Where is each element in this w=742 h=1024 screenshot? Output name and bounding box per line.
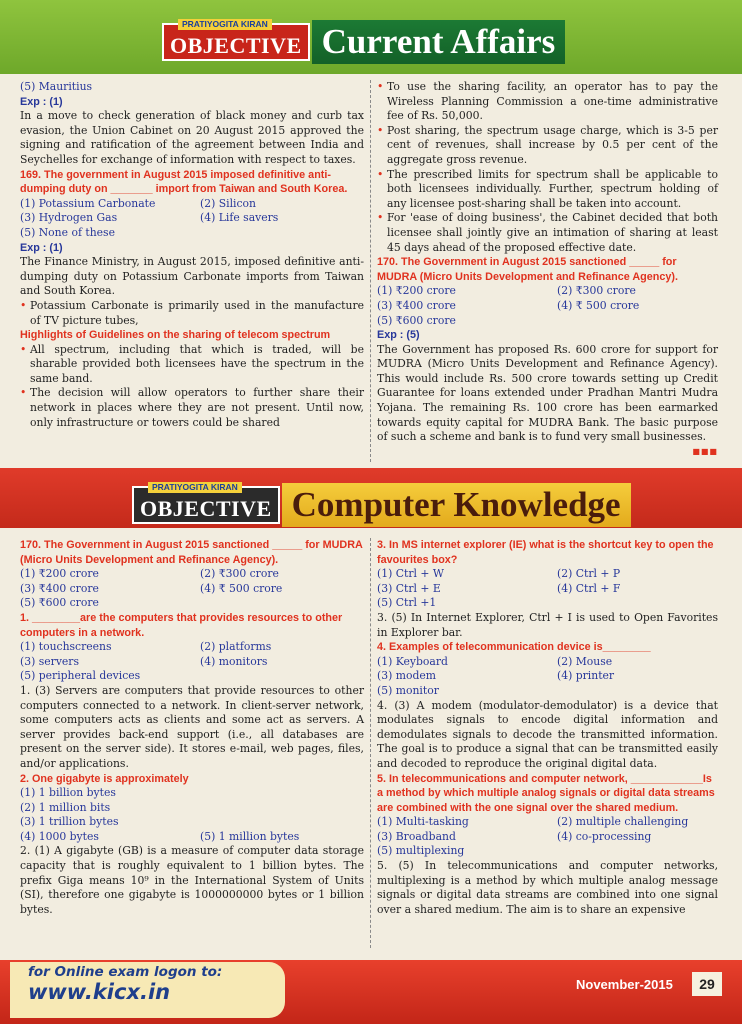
question-4: 4. Examples of telecommunication device is________: [377, 641, 651, 654]
pratiyogita-kiran-tag: PRATIYOGITA KIRAN: [178, 19, 272, 30]
answer-5: 5. (5) In telecommunications and computer networks, multiplexing is a method by which multiple analog message signals or digital data streams are combined into one signal over a shared medium. The aim is to share an expensive: [377, 859, 718, 916]
section-title: Computer Knowledge: [282, 483, 631, 527]
bullet-item: • For 'ease of doing business', the Cabinet decided that both licensee shall jointly give an intimation of sharing at least 45 days ahead of the proposed effective date.: [377, 211, 718, 255]
option: (3) Broadband: [377, 829, 456, 843]
explanation-text: The Finance Ministry, in August 2015, imposed definitive anti-dumping duty on Potassium Carbonate imports from Taiwan and South Korea.: [20, 255, 364, 298]
bullet-list: [20, 343, 364, 431]
page-number: 29: [692, 972, 722, 996]
pratiyogita-kiran-tag: PRATIYOGITA KIRAN: [148, 482, 242, 493]
option: (4) co-processing: [557, 829, 652, 843]
explanation-text: In a move to check generation of black money and curb tax evasion, the Union Cabinet on 20 August 2015 approved the signing and ratification of the agreement between India and Seychelles for exchange of information with respect to taxes.: [20, 109, 364, 166]
explanation-label: Exp : (1): [20, 95, 63, 108]
computer-knowledge-left-column: [20, 538, 364, 917]
bullet-item: • Potassium Carbonate is primarily used in the manufacture of TV picture tubes,: [20, 299, 364, 328]
options-row: [20, 830, 364, 845]
computer-knowledge-right-column: [377, 538, 718, 917]
option: (1) Keyboard: [377, 654, 448, 668]
option: (1) ₹200 crore: [20, 567, 99, 581]
objective-label: PRATIYOGITA KIRAN OBJECTIVE: [162, 23, 310, 61]
options-1: [20, 640, 364, 684]
current-affairs-right-column: [377, 80, 718, 459]
end-mark: ■■■: [692, 446, 718, 456]
option: (3) 1 trillion bytes: [20, 815, 119, 829]
highlights-heading: Highlights of Guidelines on the sharing of telecom spectrum: [20, 329, 331, 342]
answer-1: 1. (3) Servers are computers that provide resources to other computers connected to a network. In client-server network, some computers acts as clients and some act as servers. A server provides back-end support (i.e., all databases are present on the server side). It stores e-mail, web pages, files, and/or applications.: [20, 683, 364, 770]
option: (2) ₹300 crore: [557, 284, 636, 298]
option: (5) ₹600 crore: [377, 313, 456, 327]
option: (2) ₹300 crore: [200, 567, 279, 581]
option: (4) ₹ 500 crore: [200, 581, 283, 595]
option: (5) multiplexing: [377, 844, 465, 858]
options-4: [377, 655, 718, 699]
option: (5) 1 million bytes: [200, 829, 300, 843]
option: (3) ₹400 crore: [377, 298, 456, 312]
bullet-item: • All spectrum, including that which is traded, will be sharable provided both licensees have the spectrum in the same band.: [20, 343, 364, 387]
option: (2) Ctrl + P: [557, 567, 621, 581]
option: (5) ₹600 crore: [20, 596, 99, 610]
section-title: Current Affairs: [312, 20, 566, 64]
current-affairs-left-column: [20, 80, 364, 430]
online-exam-ad: [10, 962, 285, 1018]
option: (4) 1000 bytes: [20, 829, 99, 843]
option: (2) 1 million bits: [20, 800, 111, 814]
column-divider: [370, 80, 371, 462]
bullet-item: • The decision will allow operators to further share their network in places where they are not present. Until now, only infrastructure or towers could be shared: [20, 386, 364, 430]
option: (5) monitor: [377, 683, 439, 697]
option: (3) servers: [20, 654, 80, 668]
option: (5) None of these: [20, 225, 115, 239]
option: (1) Ctrl + W: [377, 567, 444, 581]
explanation-label: Exp : (1): [20, 241, 63, 254]
option: (3) modem: [377, 669, 437, 683]
option: (2) Mouse: [557, 654, 613, 668]
options-3: [377, 567, 718, 611]
option: (2) multiple challenging: [557, 815, 689, 829]
computer-knowledge-header: [132, 483, 631, 527]
issue-date: November-2015: [576, 977, 673, 992]
options-5: [377, 815, 718, 859]
answer-3: 3. (5) In Internet Explorer, Ctrl + I is used to Open Favorites in Explorer bar.: [377, 610, 718, 639]
bullet-list: [377, 80, 718, 255]
option: (1) ₹200 crore: [377, 284, 456, 298]
option: (3) Ctrl + E: [377, 581, 441, 595]
bullet-list: [20, 299, 364, 328]
options-170: [377, 284, 718, 328]
options-170: [20, 567, 364, 611]
explanation-label: Exp : (5): [377, 329, 420, 342]
option: (5) peripheral devices: [20, 669, 141, 683]
explanation-text: The Government has proposed Rs. 600 crore for support for MUDRA (Micro Units Development and Refinance Agency). This would include Rs. 500 crore towards setting up Credit Guarantee for loans extended under Pradhan Mantri Mudra Yojana. The remaining Rs. 100 crore has been earmarked towards equity capital for MUDRA Bank. The basic purpose of such a scheme and bank is to fund very small businesses.: [377, 342, 718, 444]
objective-label: PRATIYOGITA KIRAN OBJECTIVE: [132, 486, 280, 524]
option: (3) Hydrogen Gas: [20, 211, 118, 225]
website-link[interactable]: www.kicx.in: [28, 980, 171, 1004]
option: (4) Life savers: [200, 211, 279, 225]
option: (1) 1 billion bytes: [20, 786, 116, 800]
question-170: 170. The Government in August 2015 sanctioned _____ for MUDRA (Micro Units Development and Refinance Agency).: [377, 256, 678, 283]
question-1: 1. ________are the computers that provides resources to other computers in a network.: [20, 611, 343, 639]
bullet-item: • Post sharing, the spectrum usage charge, which is 3-5 per cent of revenues, shall increase by 0.5 per cent of the aggregate gross revenue.: [377, 124, 718, 168]
option: (4) ₹ 500 crore: [557, 298, 640, 312]
option: (3) ₹400 crore: [20, 581, 99, 595]
question-2: 2. One gigabyte is approximately: [20, 772, 189, 785]
question-3: 3. In MS internet explorer (IE) what is the shortcut key to open the favourites box?: [377, 539, 714, 566]
question-169: 169. The government in August 2015 imposed definitive anti-dumping duty on _______ import from Taiwan and South Korea.: [20, 168, 348, 196]
option: (4) monitors: [200, 654, 268, 668]
option: (4) Ctrl + F: [557, 581, 621, 595]
answer-4: 4. (3) A modem (modulator-demodulator) is a device that modulates signals to encode digital information and demodulates signals to decode the transmitted information. The goal is to produce a signal that can be transmitted easily and decoded to reproduce the original digital data.: [377, 698, 718, 770]
question-170: 170. The Government in August 2015 sanctioned _____ for MUDRA (Micro Units Development and Refinance Agency).: [20, 539, 363, 566]
option: (5) Ctrl +1: [377, 596, 437, 610]
options-2: [20, 786, 364, 844]
option: (2) platforms: [200, 640, 272, 654]
answer-2: 2. (1) A gigabyte (GB) is a measure of computer data storage capacity that is roughly equivalent to 1 billion bytes. The prefix Giga means 10⁹ in the International System of Units (SI), therefore one gigabyte is 1000000000 bytes or 1 billion bytes.: [20, 844, 364, 916]
column-divider: [370, 538, 371, 948]
option: (1) Potassium Carbonate: [20, 196, 156, 210]
current-affairs-header: [162, 20, 565, 64]
option: (1) touchscreens: [20, 640, 112, 654]
options-169: [20, 197, 364, 241]
bullet-item: • The prescribed limits for spectrum shall be applicable to both licensees individually. Further, spectrum holding of any licensee post-sharing shall be taken into account.: [377, 168, 718, 212]
bullet-item: • To use the sharing facility, an operator has to pay the Wireless Planning Commission a one-time administrative fee of Rs. 50,000.: [377, 80, 718, 124]
question-5: 5. In telecommunications and computer network, ____________Is a method by which multiple analog signals or digital data streams are combined with the one signal over the shared medium.: [377, 772, 715, 814]
option: (2) Silicon: [200, 196, 256, 210]
option: (5) Mauritius: [20, 80, 93, 93]
ad-tagline: for Online exam logon to:: [28, 964, 223, 980]
option: (1) Multi-tasking: [377, 815, 469, 829]
option: (4) printer: [557, 669, 615, 683]
